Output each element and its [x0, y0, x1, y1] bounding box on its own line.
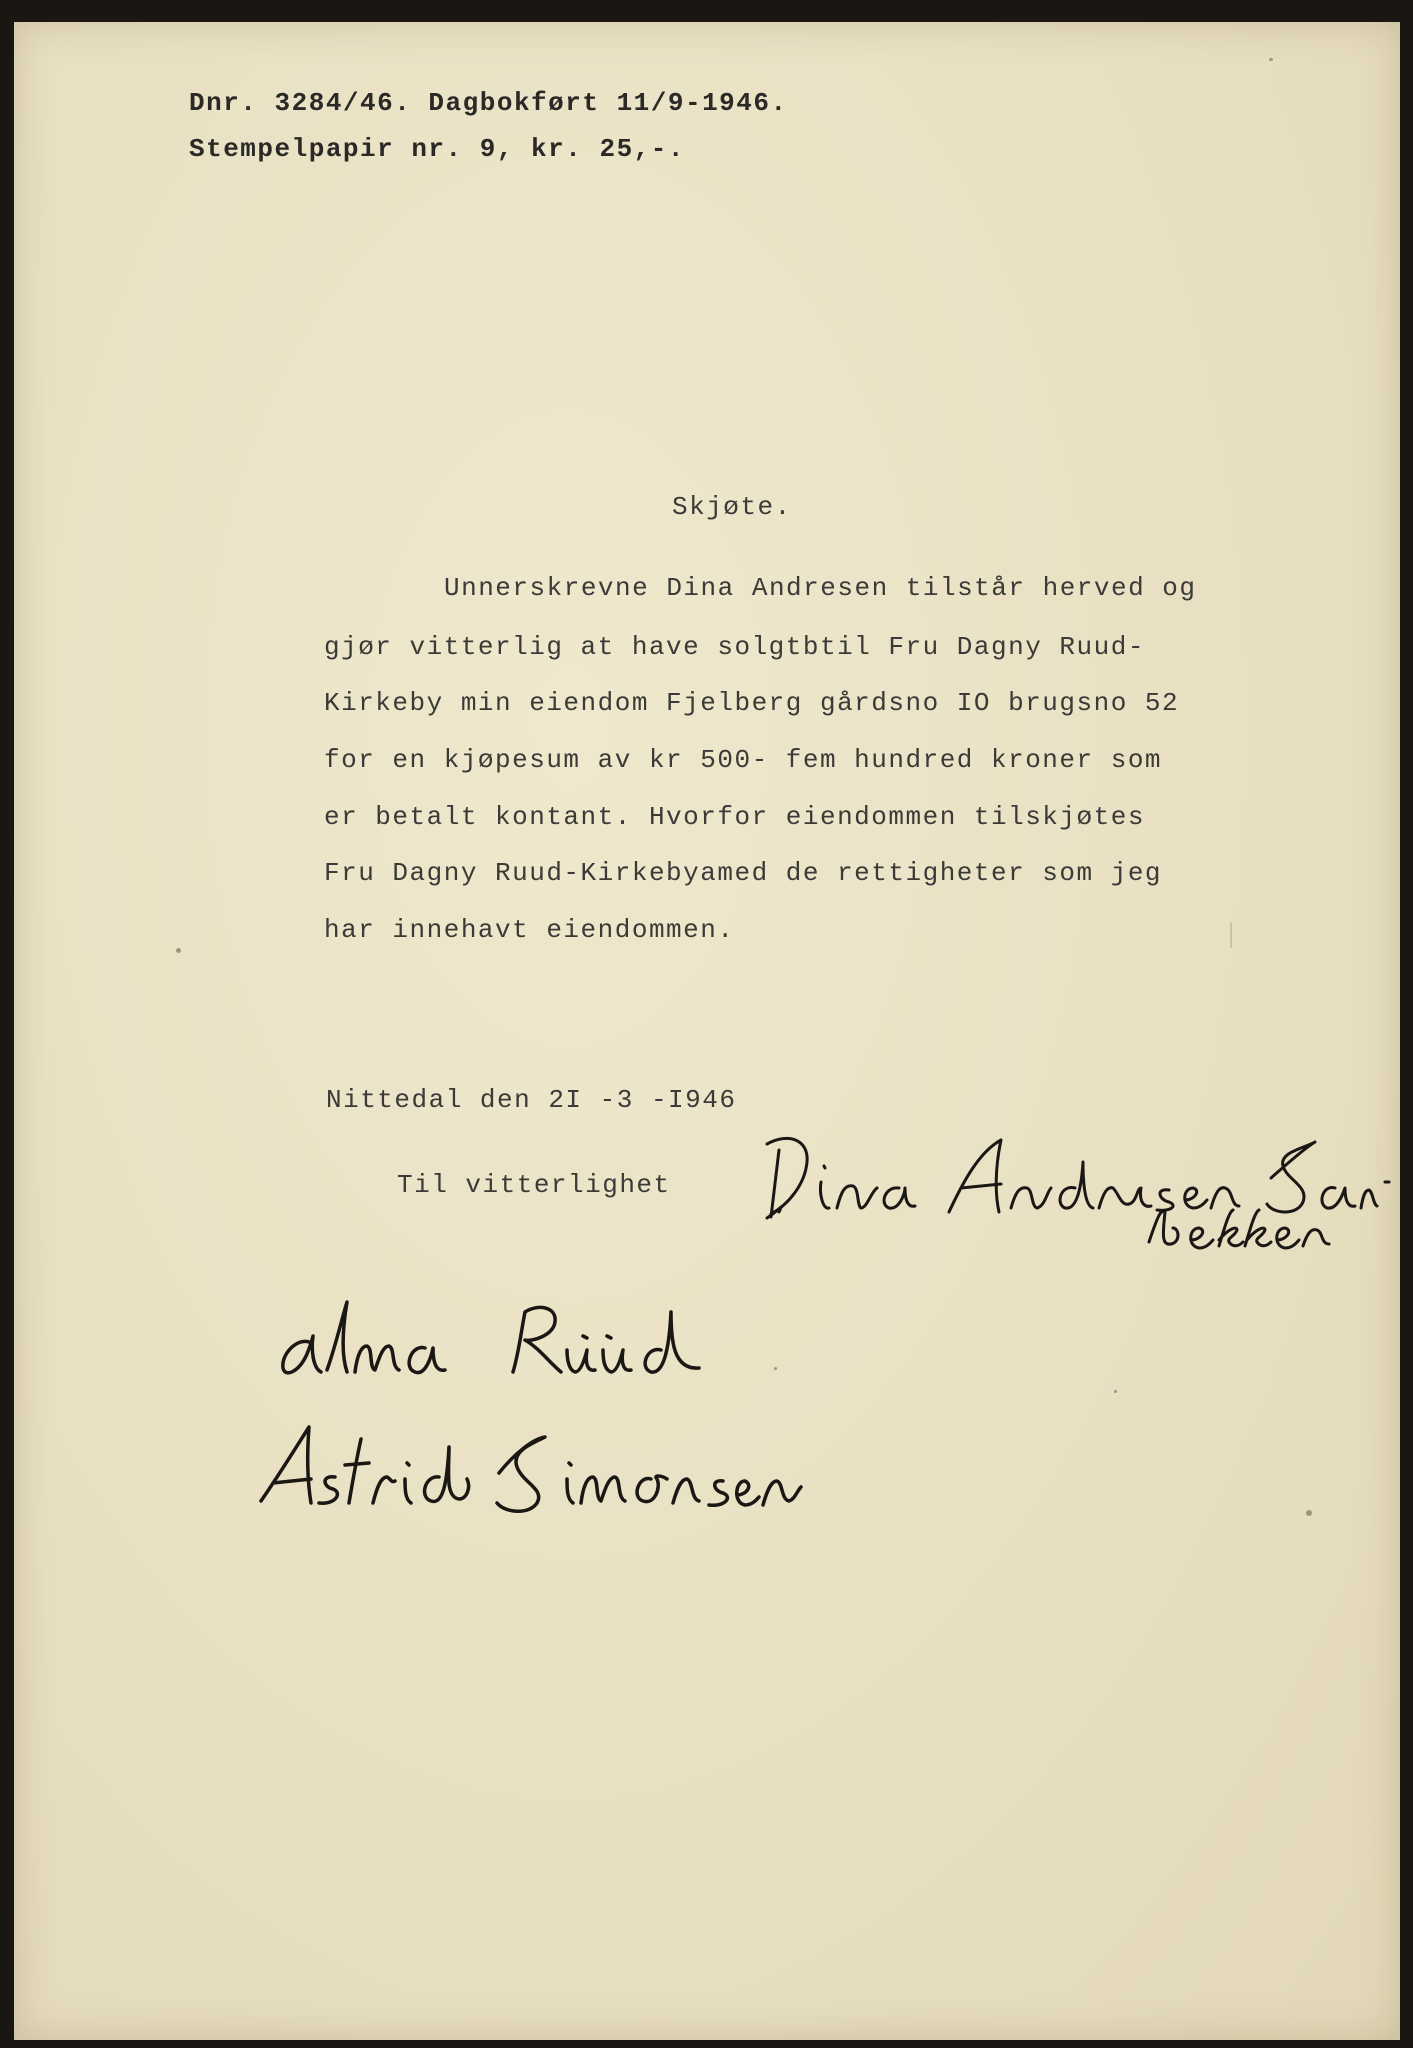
paper-speck — [1269, 58, 1273, 61]
document-page — [14, 22, 1400, 2040]
witness-signature-astrid-simonsen — [249, 1417, 809, 1527]
diary-number-line: Dnr. 3284/46. Dagbokført 11/9-1946. — [189, 88, 788, 118]
body-line: gjør vitterlig at have solgtbtil Fru Dagny Ruud- — [324, 632, 1145, 662]
paper-speck — [774, 1367, 777, 1370]
seller-signature — [749, 1122, 1389, 1262]
document-title: Skjøte. — [672, 492, 792, 522]
body-line: Unnerskrevne Dina Andresen tilstår herved og — [444, 573, 1197, 603]
paper-speck — [1114, 1390, 1117, 1393]
paper-speck — [1306, 1510, 1312, 1516]
body-line: Fru Dagny Ruud-Kirkebyamed de rettigheter som jeg — [324, 858, 1163, 888]
paper-speck — [176, 948, 181, 953]
body-line: er betalt kontant. Hvorfor eiendommen tilskjøtes — [324, 802, 1145, 832]
paper-speck — [1230, 922, 1232, 948]
body-line: Kirkeby min eiendom Fjelberg gårdsno IO brugsno 52 — [324, 688, 1180, 718]
witness-signature-alma-ruud — [269, 1292, 739, 1382]
place-date: Nittedal den 2I -3 -I946 — [326, 1085, 737, 1115]
stamp-paper-line: Stempelpapir nr. 9, kr. 25,-. — [189, 134, 685, 164]
witness-label: Til vitterlighet — [397, 1170, 671, 1200]
body-line: for en kjøpesum av kr 500- fem hundred kroner som — [324, 745, 1163, 775]
body-line: har innehavt eiendommen. — [324, 915, 735, 945]
